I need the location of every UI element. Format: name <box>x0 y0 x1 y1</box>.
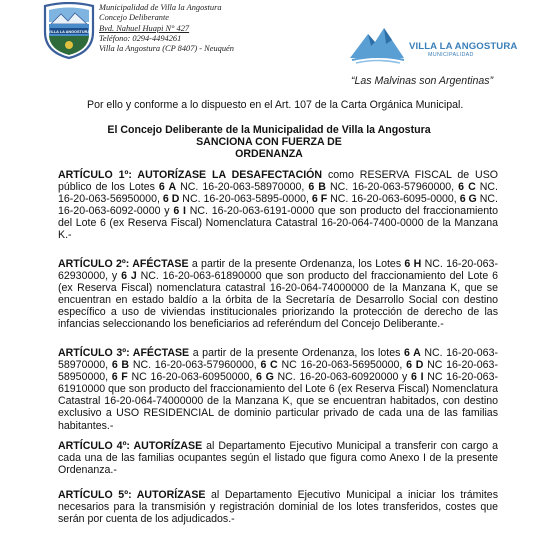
lot-id: 6 H <box>404 258 422 270</box>
logo-subtitle: MUNICIPALIDAD <box>428 52 474 58</box>
article-text: NC. 16-20-063-57960000, <box>129 359 261 372</box>
article-text: NC. 16-20-063-57960000, <box>325 181 459 194</box>
logo-name: VILLA LA ANGOSTURA <box>409 41 518 52</box>
lot-id: 6 F <box>311 193 328 206</box>
article-4-label: ARTÍCULO 4º: AUTORÍZASE <box>58 440 203 452</box>
lot-id: 6 A <box>403 347 421 359</box>
title-line-1: El Concejo Deliberante de la Municipalidad de Villa la Angostura <box>107 124 431 136</box>
letterhead-line-5: Villa la Angostura (CP 8407) - Neuquén <box>99 44 234 54</box>
title-line-2: SANCIONA CON FUERZA DE <box>196 136 342 148</box>
letterhead-line-2: Concejo Deliberante <box>99 13 170 23</box>
article-text: NC 16-20-063-61910000 que son producto del fraccionamiento del Lote 6 (ex Reserva Fiscal) Nomenclatura Catastral 16-20-064-74000000 de la Manzana K, que se encuentran habitados, con destino exclusivo a USO RESIDENCIAL de dominio particular privado de cada una de las familias habitantes.- <box>58 371 498 432</box>
lot-id: 6 G <box>256 371 274 384</box>
lot-id: 6 C <box>458 181 476 194</box>
article-2 <box>58 258 498 331</box>
lot-id: 6 J <box>121 270 137 283</box>
article-text: NC. 16-20-063-6092-0000 y <box>58 193 498 218</box>
article-text: al Departamento Ejecutivo Municipal a transferir con cargo a cada una de las familias ocupantes según el listado que figura como Anexo I de la presente Ordenanza.- <box>58 440 498 477</box>
article-text: NC. 16-20-063-58970000, <box>176 181 309 194</box>
motto: “Las Malvinas son Argentinas” <box>351 75 494 87</box>
crest-text: VILLA LA ANGOSTURA <box>47 30 91 34</box>
article-text: a partir de la presente Ordenanza, los lotes <box>189 347 404 359</box>
ordinance-title <box>0 124 538 160</box>
lot-id: 6 I <box>173 205 186 218</box>
lot-id: 6 B <box>111 359 130 372</box>
article-text: a partir de la presente Ordenanza, los Lotes <box>188 258 405 270</box>
article-5-label: ARTÍCULO 5º: AUTORÍZASE <box>58 489 206 501</box>
article-5 <box>58 489 498 525</box>
lot-id: 6 D <box>406 359 424 372</box>
article-text: NC. 16-20-063-58970000, <box>58 347 498 372</box>
intro-paragraph: Por ello y conforme a lo dispuesto en el Art. 107 de la Carta Orgánica Municipal. <box>87 99 464 111</box>
article-text: NC. 16-20-063-56950000, <box>58 181 499 206</box>
article-1 <box>58 169 498 242</box>
lot-id: 6 I <box>411 371 424 384</box>
letterhead <box>99 3 234 54</box>
letterhead-line-4: Teléfono: 0294-4494261 <box>99 33 182 43</box>
letterhead-line-3: Bvd. Nahuel Huapi N° 427 <box>99 23 190 33</box>
article-3 <box>58 347 498 432</box>
article-4 <box>58 440 498 476</box>
letterhead-line-1: Municipalidad de Villa la Angostura <box>99 3 222 12</box>
article-text: NC. 16-20-063-5895-0000, <box>179 193 312 206</box>
article-text: NC 16-20-063-56950000, <box>277 359 407 372</box>
article-1-label: ARTÍCULO 1º: AUTORÍZASE LA DESAFECTACIÓN <box>58 169 323 181</box>
lot-id: 6 B <box>308 181 326 194</box>
article-text: al Departamento Ejecutivo Municipal a iniciar los trámites necesarios para la transmisión y registración dominial de los lotes transferidos, costes que serán por cuenta de los adjudicados.- <box>58 489 498 526</box>
article-text: NC. 16-20-063-6191-0000 que son producto del fraccionamiento del Lote 6 (ex Reserva Fiscal) Nomenclatura Catastral 16-20-064-7400-0000 de la Manzana K.- <box>58 205 498 242</box>
article-text: NC. 16-20-063-61890000 que son producto del fraccionamiento del Lote 6 (ex Reserva Fiscal) nomenclatura catastral 16-20-064-74000000 de la Manzana K, que se encuentran en estado baldío a la órbita de la Secretaría de Desarrollo Social con destino específico a uso de viviendas institucionales priorizando la protección de derecho de las infancias seleccionando los beneficiarios ad referéndum del Concejo Deliberante.- <box>58 270 498 331</box>
article-text: NC 16-20-063-58950000, <box>58 359 498 384</box>
lot-id: 6 F <box>111 371 128 384</box>
article-text: NC. 16-20-063-60920000 y <box>273 371 412 384</box>
article-3-label: ARTÍCULO 3º: AFÉCTASE <box>58 347 190 359</box>
lot-id: 6 A <box>158 181 177 194</box>
article-text: NC 16-20-063-60950000, <box>127 371 257 384</box>
title-line-3: ORDENANZA <box>235 148 303 160</box>
article-2-label: ARTÍCULO 2º: AFÉCTASE <box>58 258 189 270</box>
lot-id: 6 D <box>162 193 180 206</box>
article-text: como RESERVA FISCAL de USO público de los Lotes <box>58 169 499 194</box>
lot-id: 6 G <box>459 193 477 206</box>
lot-id: 6 C <box>260 359 278 372</box>
article-text: NC. 16-20-063-62930000, y <box>58 258 498 283</box>
article-text: NC. 16-20-063-6095-0000, <box>327 193 460 206</box>
municipal-crest-icon <box>41 2 97 60</box>
